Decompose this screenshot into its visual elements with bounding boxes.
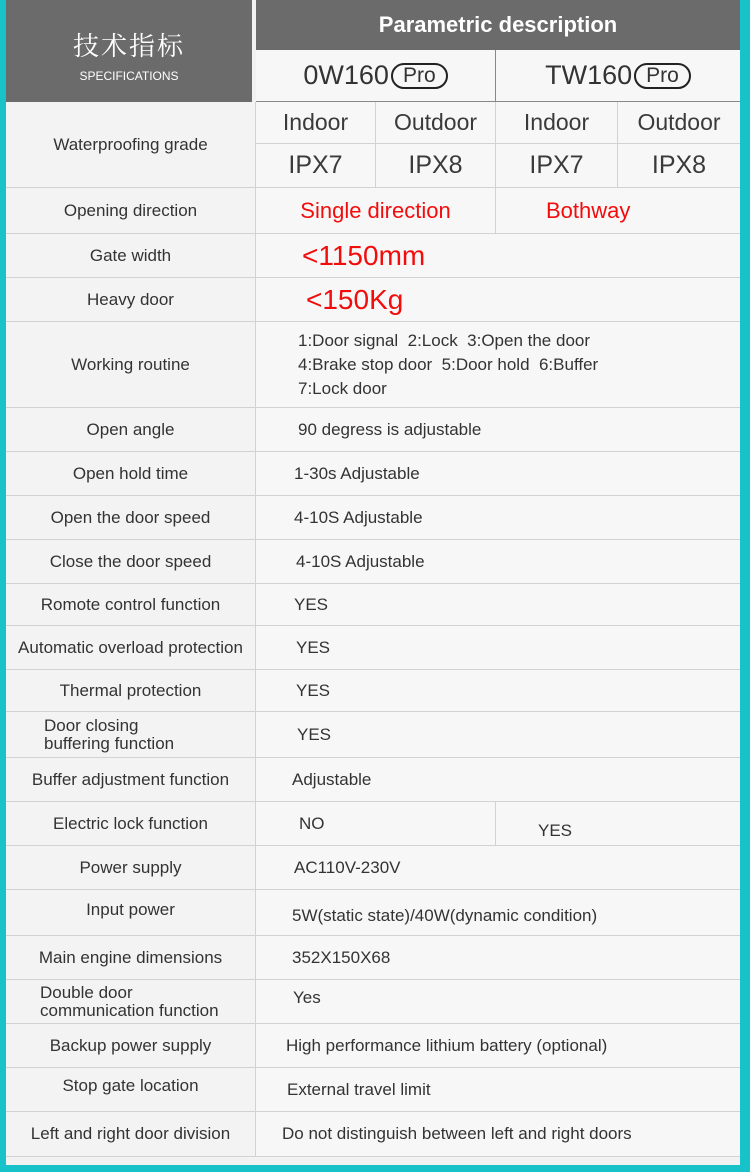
double-door-value-text: Yes xyxy=(293,988,321,1007)
buffer-adjust-value xyxy=(256,758,740,802)
waterproof-label xyxy=(6,102,256,188)
spec-title-en: SPECIFICATIONS xyxy=(79,68,179,83)
backup-power-label-text: Backup power supply xyxy=(49,1035,212,1055)
b-indoor xyxy=(496,102,618,144)
power-supply-label-text: Power supply xyxy=(79,857,182,877)
electric-lock-b-text: YES xyxy=(538,820,573,840)
left-right-label-text: Left and right door division xyxy=(30,1124,231,1143)
buffer-adjust-value-text: Adjustable xyxy=(292,769,372,789)
b-outdoor xyxy=(618,102,740,144)
gate-width-value xyxy=(256,234,740,278)
buffering-label xyxy=(6,712,256,758)
backup-power-label xyxy=(6,1024,256,1068)
opening-direction-label-text: Opening direction xyxy=(63,200,198,220)
stop-gate-value xyxy=(256,1068,740,1112)
spec-title-cn: 技术指标 xyxy=(72,30,185,61)
working-routine-line-1: 1:Door signal 2:Lock 3:Open the door xyxy=(298,330,591,350)
backup-power-value xyxy=(256,1024,740,1068)
open-speed-label-text: Open the door speed xyxy=(50,507,211,527)
left-right-value xyxy=(256,1112,740,1157)
a-ipx7 xyxy=(256,144,376,188)
overload-label-text: Automatic overload protection xyxy=(18,637,243,657)
b-ipx8 xyxy=(618,144,740,188)
open-hold-time-label-text: Open hold time xyxy=(72,463,189,483)
left-right-value-text: Do not distinguish between left and right doors xyxy=(282,1124,632,1143)
electric-lock-label xyxy=(6,802,256,846)
model-b-cell xyxy=(496,50,740,102)
heavy-door-value-text: <150Kg xyxy=(306,283,404,315)
heavy-door-label xyxy=(6,278,256,322)
b-ipx7 xyxy=(496,144,618,188)
open-speed-value xyxy=(256,496,740,540)
stop-gate-value-text: External travel limit xyxy=(287,1079,431,1099)
thermal-value xyxy=(256,670,740,712)
dimensions-value xyxy=(256,936,740,980)
gate-width-label xyxy=(6,234,256,278)
stop-gate-label xyxy=(6,1068,256,1112)
dimensions-label-text: Main engine dimensions xyxy=(38,947,223,967)
opening-direction-a-text: Single direction xyxy=(300,197,451,223)
electric-lock-label-text: Electric lock function xyxy=(53,813,208,833)
a-ipx8-text: IPX8 xyxy=(408,151,463,179)
waterproof-label-text: Waterproofing grade xyxy=(53,134,208,154)
dimensions-label xyxy=(6,936,256,980)
opening-direction-label xyxy=(6,188,256,234)
overload-value xyxy=(256,626,740,670)
buffering-label-line-2: buffering function xyxy=(44,733,175,753)
overload-value-text: YES xyxy=(296,637,331,657)
model-a-name: 0W160 xyxy=(303,60,389,90)
a-ipx7-text: IPX7 xyxy=(288,151,343,179)
working-routine-line-3: 7:Lock door xyxy=(298,378,387,398)
a-ipx8 xyxy=(376,144,496,188)
close-speed-value-text: 4-10S Adjustable xyxy=(296,551,425,571)
close-speed-value xyxy=(256,540,740,584)
open-hold-time-value-text: 1-30s Adjustable xyxy=(294,463,420,483)
open-angle-label-text: Open angle xyxy=(86,419,175,439)
working-routine-value xyxy=(256,322,740,408)
double-door-label-line-1: Double door xyxy=(40,982,133,1002)
working-routine-line-2: 4:Brake stop door 5:Door hold 6:Buffer xyxy=(298,354,599,374)
b-outdoor-text: Outdoor xyxy=(637,109,721,135)
input-power-label-text: Input power xyxy=(86,900,175,919)
heavy-door-value xyxy=(256,278,740,322)
remote-label-text: Romote control function xyxy=(40,594,221,614)
a-indoor-text: Indoor xyxy=(282,109,349,135)
open-angle-value xyxy=(256,408,740,452)
spec-sheet xyxy=(6,0,740,1165)
b-indoor-text: Indoor xyxy=(523,109,590,135)
open-hold-time-value xyxy=(256,452,740,496)
heavy-door-label-text: Heavy door xyxy=(87,289,174,309)
b-ipx7-text: IPX7 xyxy=(529,151,584,179)
working-routine-label-text: Working routine xyxy=(71,354,190,374)
b-ipx8-text: IPX8 xyxy=(651,151,707,179)
buffer-adjust-label xyxy=(6,758,256,802)
left-right-label xyxy=(6,1112,256,1157)
dimensions-value-text: 352X150X68 xyxy=(292,947,391,967)
double-door-label xyxy=(6,980,256,1024)
a-indoor xyxy=(256,102,376,144)
buffering-value xyxy=(256,712,740,758)
thermal-label-text: Thermal protection xyxy=(59,680,202,700)
open-angle-value-text: 90 degress is adjustable xyxy=(298,419,482,439)
power-supply-value-text: AC110V-230V xyxy=(294,857,401,877)
overload-label xyxy=(6,626,256,670)
power-supply-label xyxy=(6,846,256,890)
input-power-value-text: 5W(static state)/40W(dynamic condition) xyxy=(292,905,598,925)
param-title xyxy=(256,0,740,50)
input-power-value xyxy=(256,890,740,936)
thermal-label xyxy=(6,670,256,712)
close-speed-label-text: Close the door speed xyxy=(49,551,212,571)
remote-label xyxy=(6,584,256,626)
a-outdoor xyxy=(376,102,496,144)
double-door-label-line-2: communication function xyxy=(40,1000,219,1020)
electric-lock-b xyxy=(496,802,740,846)
electric-lock-a xyxy=(256,802,496,846)
opening-direction-b-text: Bothway xyxy=(546,197,631,223)
close-speed-label xyxy=(6,540,256,584)
remote-value xyxy=(256,584,740,626)
working-routine-label xyxy=(6,322,256,408)
double-door-value xyxy=(256,980,740,1024)
open-speed-value-text: 4-10S Adjustable xyxy=(294,507,423,527)
model-a-cell xyxy=(256,50,496,102)
a-outdoor-text: Outdoor xyxy=(393,109,478,135)
electric-lock-a-text: NO xyxy=(299,813,325,833)
gate-width-value-text: <1150mm xyxy=(302,239,426,271)
buffering-value-text: YES xyxy=(297,724,332,744)
power-supply-value xyxy=(256,846,740,890)
model-a-badge: Pro xyxy=(391,63,448,89)
model-b-name: TW160 xyxy=(545,60,633,90)
input-power-label xyxy=(6,890,256,936)
param-title-text: Parametric description xyxy=(378,12,618,37)
opening-direction-a xyxy=(256,188,496,234)
model-b-badge: Pro xyxy=(634,63,691,89)
backup-power-value-text: High performance lithium battery (optional) xyxy=(286,1035,608,1055)
open-hold-time-label xyxy=(6,452,256,496)
open-angle-label xyxy=(6,408,256,452)
opening-direction-b xyxy=(496,188,740,234)
gate-width-label-text: Gate width xyxy=(89,245,172,265)
buffer-adjust-label-text: Buffer adjustment function xyxy=(31,769,230,789)
thermal-value-text: YES xyxy=(296,680,331,700)
spec-title-block xyxy=(6,0,254,102)
buffering-label-line-1: Door closing xyxy=(44,715,139,735)
remote-value-text: YES xyxy=(294,594,329,614)
open-speed-label xyxy=(6,496,256,540)
stop-gate-label-text: Stop gate location xyxy=(62,1076,199,1095)
